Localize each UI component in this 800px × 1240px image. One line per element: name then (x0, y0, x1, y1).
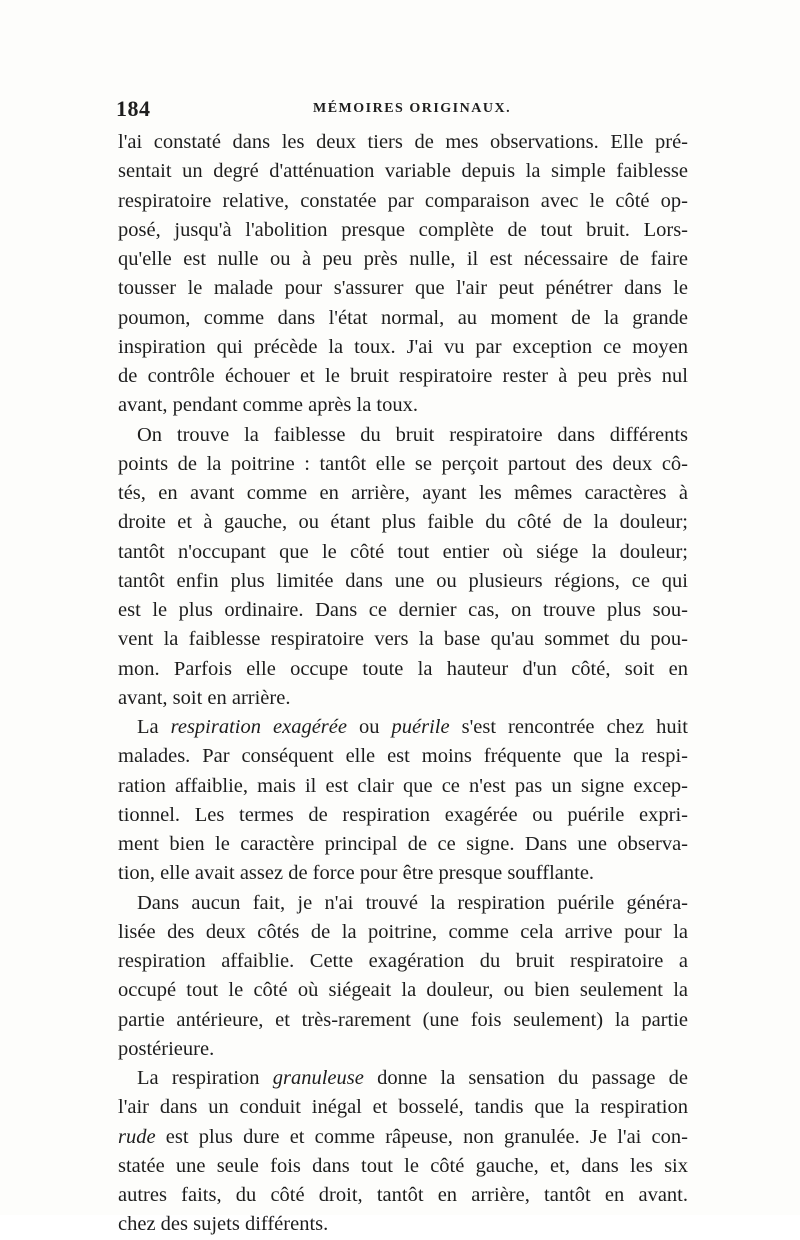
text-line: respiratoire relative, constatée par comparaison avec le côté op- (118, 189, 688, 212)
text-line: inspiration qui précède la toux. J'ai vu par exception ce moyen (118, 335, 688, 358)
text-line: postérieure. (118, 1037, 215, 1060)
text-line: respiration affaiblie. Cette exagération du bruit respiratoire a (118, 950, 688, 972)
text-line: statée une seule fois dans tout le côté gauche, et, dans les six (118, 1154, 688, 1177)
text-line: autres faits, du côté droit, tantôt en arrière, tantôt en avant. (118, 1184, 688, 1206)
text-line (118, 1123, 688, 1152)
text-line: droite et à gauche, ou étant plus faible du côté de la douleur; (118, 511, 688, 534)
text-line: vent la faiblesse respiratoire vers la base qu'au sommet du pou- (118, 628, 688, 651)
italic-term: rude (118, 1125, 156, 1148)
page-header (116, 96, 686, 124)
text-run: La (137, 716, 171, 738)
text-line: occupé tout le côté où siégeait la douleur, ou bien seulement la (118, 979, 688, 1002)
text-line: tion, elle avait assez de force pour être presque soufflante. (118, 862, 595, 885)
text-line: l'ai constaté dans les deux tiers de mes observations. Elle pré- (118, 131, 688, 153)
text-line: tantôt n'occupant que le côté tout entier où siége la douleur; (118, 540, 688, 563)
text-line: tantôt enfin plus limitée dans une ou plusieurs régions, ce qui (118, 569, 688, 592)
italic-term: respiration exagérée (170, 716, 347, 738)
text-line: poumon, comme dans l'état normal, au moment de la grande (118, 306, 688, 329)
text-run: est plus dure et comme râpeuse, non granulée. Je l'ai con- (155, 1125, 688, 1148)
text-line: avant, pendant comme après la toux. (118, 394, 418, 417)
text-line: ment bien le caractère principal de ce signe. Dans une observa- (118, 833, 688, 855)
text-line: qu'elle est nulle ou à peu près nulle, il est nécessaire de faire (118, 248, 688, 270)
body-text (118, 128, 688, 1240)
text-line: chez des sujets différents. (118, 1213, 329, 1236)
text-line: tés, en avant comme en arrière, ayant les mêmes caractères à (118, 482, 688, 504)
text-line: sentait un degré d'atténuation variable depuis la simple faiblesse (118, 160, 688, 183)
text-run: ou (346, 716, 392, 738)
text-run: donne la sensation du passage de (363, 1067, 688, 1089)
text-line (118, 1064, 688, 1093)
text-line (118, 713, 688, 742)
italic-term: puérile (391, 716, 450, 738)
italic-term: granuleuse (272, 1067, 364, 1089)
text-line: posé, jusqu'à l'abolition presque complète de tout bruit. Lors- (118, 218, 688, 241)
text-line: tionnel. Les termes de respiration exagérée ou puérile expri- (118, 803, 688, 826)
text-line: de contrôle échouer et le bruit respiratoire rester à peu près nul (118, 365, 688, 387)
text-line: avant, soit en arrière. (118, 686, 291, 709)
text-line: ration affaiblie, mais il est clair que ce n'est pas un signe excep- (118, 774, 688, 797)
text-run: s'est rencontrée chez huit (449, 716, 688, 738)
text-line: tousser le malade pour s'assurer que l'air peut pénétrer dans le (118, 277, 688, 300)
text-line: lisée des deux côtés de la poitrine, comme cela arrive pour la (118, 920, 688, 943)
text-line: points de la poitrine : tantôt elle se perçoit partout des deux cô- (118, 452, 688, 475)
text-line: Dans aucun fait, je n'ai trouvé la respiration puérile généra- (137, 891, 688, 914)
running-head: MÉMOIRES ORIGINAUX. (313, 101, 512, 116)
text-line: partie antérieure, et très-rarement (une fois seulement) la partie (118, 1008, 688, 1031)
page-number: 184 (116, 96, 151, 121)
text-line: est le plus ordinaire. Dans ce dernier cas, on trouve plus sou- (118, 599, 688, 621)
text-line: malades. Par conséquent elle est moins fréquente que la respi- (118, 745, 688, 768)
text-line: On trouve la faiblesse du bruit respiratoire dans différents (137, 423, 688, 446)
text-line: mon. Parfois elle occupe toute la hauteur d'un côté, soit en (118, 657, 688, 680)
text-line: l'air dans un conduit inégal et bosselé, tandis que la respiration (118, 1096, 688, 1119)
text-run: La respiration (137, 1067, 273, 1089)
